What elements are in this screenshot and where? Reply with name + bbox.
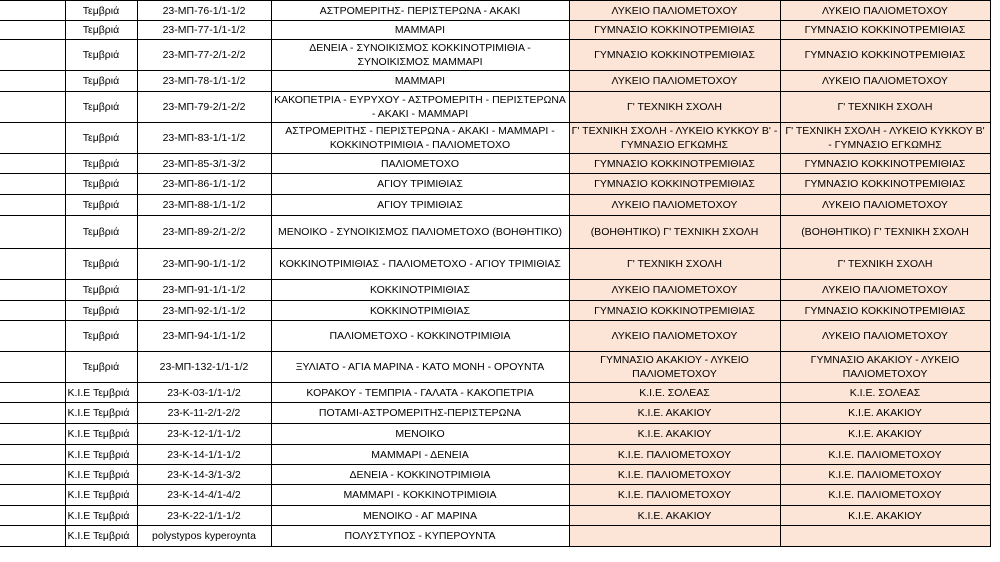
period-cell: Κ.Ι.Ε Τεμβριά — [65, 465, 137, 485]
route-stops-cell: ΑΣΤΡΟΜΕΡΙΤΗΣ- ΠΕΡΙΣΤΕΡΩΝΑ - ΑΚΑΚΙ — [271, 1, 569, 21]
route-code-cell: 23-ΜΠ-90-1/1-1/2 — [137, 249, 271, 280]
school-cell: ΓΥΜΝΑΣΙΟ ΚΟΚΚΙΝΟΤΡΕΜΙΘΙΑΣ — [569, 174, 780, 195]
school-cell-alt: ΓΥΜΝΑΣΙΟ ΚΟΚΚΙΝΟΤΡΕΜΙΘΙΑΣ — [780, 40, 990, 71]
route-code-cell: polystypos kyperoynta — [137, 526, 271, 547]
route-stops-cell: ΚΟΚΚΙΝΟΤΡΙΜΙΘΙΑΣ - ΠΑΛΙΟΜΕΤΟΧΟ - ΑΓΙΟΥ ΤΡΙΜΙΘΙΑΣ — [271, 249, 569, 280]
school-cell-alt: Κ.Ι.Ε. ΑΚΑΚΙΟΥ — [780, 403, 990, 424]
school-cell: Γ' ΤΕΧΝΙΚΗ ΣΧΟΛΗ — [569, 92, 780, 123]
table-row — [0, 445, 990, 465]
table-row — [0, 506, 990, 526]
route-stops-cell: ΔΕΝΕΙΑ - ΣΥΝΟΙΚΙΣΜΟΣ ΚΟΚΚΙΝΟΤΡΙΜΙΘΙΑ - ΣΥΝΟΙΚΙΣΜΟΣ ΜΑΜΜΑΡΙ — [271, 40, 569, 71]
blank-cell — [0, 352, 65, 383]
school-cell-alt: Κ.Ι.Ε. ΑΚΑΚΙΟΥ — [780, 506, 990, 526]
school-cell-alt: ΓΥΜΝΑΣΙΟ ΑΚΑΚΙΟΥ - ΛΥΚΕΙΟ ΠΑΛΙΟΜΕΤΟΧΟΥ — [780, 352, 990, 383]
school-cell: ΛΥΚΕΙΟ ΠΑΛΙΟΜΕΤΟΧΟΥ — [569, 280, 780, 301]
school-cell-alt: Κ.Ι.Ε. ΣΟΛΕΑΣ — [780, 383, 990, 403]
school-cell-alt: Γ' ΤΕΧΝΙΚΗ ΣΧΟΛΗ — [780, 249, 990, 280]
period-cell: Τεμβριά — [65, 301, 137, 321]
table-row — [0, 249, 990, 280]
route-stops-cell: ΜΑΜΜΑΡΙ - ΔΕΝΕΙΑ — [271, 445, 569, 465]
table-row — [0, 424, 990, 445]
blank-cell — [0, 383, 65, 403]
school-cell-alt: ΛΥΚΕΙΟ ΠΑΛΙΟΜΕΤΟΧΟΥ — [780, 195, 990, 216]
blank-cell — [0, 485, 65, 506]
route-stops-cell: ΚΑΚΟΠΕΤΡΙΑ - ΕΥΡΥΧΟΥ - ΑΣΤΡΟΜΕΡΙΤΗ - ΠΕΡΙΣΤΕΡΩΝΑ - ΑΚΑΚΙ - ΜΑΜΜΑΡΙ — [271, 92, 569, 123]
school-cell-alt: ΓΥΜΝΑΣΙΟ ΚΟΚΚΙΝΟΤΡΕΜΙΘΙΑΣ — [780, 154, 990, 174]
route-stops-cell: ΜΕΝΟΙΚΟ - ΣΥΝΟΙΚΙΣΜΟΣ ΠΑΛΙΟΜΕΤΟΧΟ (ΒΟΗΘΗΤΙΚΟ) — [271, 216, 569, 249]
school-cell: Κ.Ι.Ε. ΑΚΑΚΙΟΥ — [569, 403, 780, 424]
blank-cell — [0, 280, 65, 301]
route-code-cell: 23-ΜΠ-91-1/1-1/2 — [137, 280, 271, 301]
period-cell: Τεμβριά — [65, 40, 137, 71]
school-cell: ΛΥΚΕΙΟ ΠΑΛΙΟΜΕΤΟΧΟΥ — [569, 71, 780, 92]
route-code-cell: 23-Κ-03-1/1-1/2 — [137, 383, 271, 403]
table-row — [0, 21, 990, 40]
blank-cell — [0, 174, 65, 195]
route-stops-cell: ΑΣΤΡΟΜΕΡΙΤΗΣ - ΠΕΡΙΣΤΕΡΩΝΑ - ΑΚΑΚΙ - ΜΑΜΜΑΡΙ - ΚΟΚΚΙΝΟΤΡΙΜΙΘΙΑ - ΠΑΛΙΟΜΕΤΟΧΟ — [271, 123, 569, 154]
period-cell: Τεμβριά — [65, 352, 137, 383]
route-stops-cell: ΜΑΜΜΑΡΙ — [271, 71, 569, 92]
school-cell: Κ.Ι.Ε. ΑΚΑΚΙΟΥ — [569, 424, 780, 445]
route-code-cell: 23-ΜΠ-83-1/1-1/2 — [137, 123, 271, 154]
blank-cell — [0, 195, 65, 216]
blank-cell — [0, 216, 65, 249]
table-row — [0, 301, 990, 321]
school-cell-alt: Γ' ΤΕΧΝΙΚΗ ΣΧΟΛΗ — [780, 92, 990, 123]
route-stops-cell: ΑΓΙΟΥ ΤΡΙΜΙΘΙΑΣ — [271, 195, 569, 216]
route-code-cell: 23-Κ-11-2/1-2/2 — [137, 403, 271, 424]
table-row — [0, 195, 990, 216]
school-cell: Κ.Ι.Ε. ΠΑΛΙΟΜΕΤΟΧΟΥ — [569, 485, 780, 506]
table-row — [0, 216, 990, 249]
school-cell: ΛΥΚΕΙΟ ΠΑΛΙΟΜΕΤΟΧΟΥ — [569, 195, 780, 216]
period-cell: Κ.Ι.Ε Τεμβριά — [65, 403, 137, 424]
school-cell-alt: Κ.Ι.Ε. ΑΚΑΚΙΟΥ — [780, 424, 990, 445]
route-code-cell: 23-ΜΠ-92-1/1-1/2 — [137, 301, 271, 321]
school-cell: ΛΥΚΕΙΟ ΠΑΛΙΟΜΕΤΟΧΟΥ — [569, 321, 780, 352]
blank-cell — [0, 526, 65, 547]
route-code-cell: 23-ΜΠ-78-1/1-1/2 — [137, 71, 271, 92]
school-cell-alt: Κ.Ι.Ε. ΠΑΛΙΟΜΕΤΟΧΟΥ — [780, 485, 990, 506]
route-code-cell: 23-Κ-14-1/1-1/2 — [137, 445, 271, 465]
school-cell: ΓΥΜΝΑΣΙΟ ΚΟΚΚΙΝΟΤΡΕΜΙΘΙΑΣ — [569, 154, 780, 174]
period-cell: Κ.Ι.Ε Τεμβριά — [65, 424, 137, 445]
school-cell-alt: Κ.Ι.Ε. ΠΑΛΙΟΜΕΤΟΧΟΥ — [780, 445, 990, 465]
period-cell: Τεμβριά — [65, 92, 137, 123]
table-row — [0, 465, 990, 485]
school-cell-alt: ΛΥΚΕΙΟ ΠΑΛΙΟΜΕΤΟΧΟΥ — [780, 1, 990, 21]
school-cell-alt: Κ.Ι.Ε. ΠΑΛΙΟΜΕΤΟΧΟΥ — [780, 465, 990, 485]
school-cell — [569, 526, 780, 547]
period-cell: Τεμβριά — [65, 216, 137, 249]
route-stops-cell: ΜΑΜΜΑΡΙ — [271, 21, 569, 40]
route-stops-cell: ΠΑΛΙΟΜΕΤΟΧΟ - ΚΟΚΚΙΝΟΤΡΙΜΙΘΙΑ — [271, 321, 569, 352]
routes-table-body — [0, 1, 990, 547]
table-row — [0, 1, 990, 21]
period-cell: Τεμβριά — [65, 321, 137, 352]
school-cell-alt: ΓΥΜΝΑΣΙΟ ΚΟΚΚΙΝΟΤΡΕΜΙΘΙΑΣ — [780, 174, 990, 195]
blank-cell — [0, 445, 65, 465]
route-code-cell: 23-ΜΠ-94-1/1-1/2 — [137, 321, 271, 352]
table-row — [0, 352, 990, 383]
route-stops-cell: ΜΕΝΟΙΚΟ - ΑΓ ΜΑΡΙΝΑ — [271, 506, 569, 526]
route-code-cell: 23-Κ-14-4/1-4/2 — [137, 485, 271, 506]
school-cell-alt: ΛΥΚΕΙΟ ΠΑΛΙΟΜΕΤΟΧΟΥ — [780, 71, 990, 92]
school-cell-alt: ΓΥΜΝΑΣΙΟ ΚΟΚΚΙΝΟΤΡΕΜΙΘΙΑΣ — [780, 301, 990, 321]
table-row — [0, 403, 990, 424]
blank-cell — [0, 40, 65, 71]
blank-cell — [0, 301, 65, 321]
school-cell: ΛΥΚΕΙΟ ΠΑΛΙΟΜΕΤΟΧΟΥ — [569, 1, 780, 21]
school-cell: Γ' ΤΕΧΝΙΚΗ ΣΧΟΛΗ — [569, 249, 780, 280]
route-stops-cell: ΜΕΝΟΙΚΟ — [271, 424, 569, 445]
school-cell: Κ.Ι.Ε. ΑΚΑΚΙΟΥ — [569, 506, 780, 526]
route-code-cell: 23-ΜΠ-79-2/1-2/2 — [137, 92, 271, 123]
route-code-cell: 23-Κ-14-3/1-3/2 — [137, 465, 271, 485]
period-cell: Τεμβριά — [65, 123, 137, 154]
table-row — [0, 71, 990, 92]
period-cell: Κ.Ι.Ε Τεμβριά — [65, 526, 137, 547]
blank-cell — [0, 321, 65, 352]
school-cell: Κ.Ι.Ε. ΣΟΛΕΑΣ — [569, 383, 780, 403]
school-cell: ΓΥΜΝΑΣΙΟ ΑΚΑΚΙΟΥ - ΛΥΚΕΙΟ ΠΑΛΙΟΜΕΤΟΧΟΥ — [569, 352, 780, 383]
school-cell: (ΒΟΗΘΗΤΙΚΟ) Γ' ΤΕΧΝΙΚΗ ΣΧΟΛΗ — [569, 216, 780, 249]
blank-cell — [0, 92, 65, 123]
period-cell: Τεμβριά — [65, 249, 137, 280]
blank-cell — [0, 71, 65, 92]
school-cell-alt — [780, 526, 990, 547]
table-row — [0, 321, 990, 352]
school-cell-alt: ΛΥΚΕΙΟ ΠΑΛΙΟΜΕΤΟΧΟΥ — [780, 280, 990, 301]
route-code-cell: 23-ΜΠ-85-3/1-3/2 — [137, 154, 271, 174]
route-code-cell: 23-ΜΠ-77-2/1-2/2 — [137, 40, 271, 71]
blank-cell — [0, 1, 65, 21]
period-cell: Τεμβριά — [65, 174, 137, 195]
period-cell: Τεμβριά — [65, 195, 137, 216]
route-stops-cell: ΜΑΜΜΑΡΙ - ΚΟΚΚΙΝΟΤΡΙΜΙΘΙΑ — [271, 485, 569, 506]
school-cell-alt: ΓΥΜΝΑΣΙΟ ΚΟΚΚΙΝΟΤΡΕΜΙΘΙΑΣ — [780, 21, 990, 40]
route-stops-cell: ΚΟΡΑΚΟΥ - ΤΕΜΠΡΙΑ - ΓΑΛΑΤΑ - ΚΑΚΟΠΕΤΡΙΑ — [271, 383, 569, 403]
school-cell: Κ.Ι.Ε. ΠΑΛΙΟΜΕΤΟΧΟΥ — [569, 465, 780, 485]
blank-cell — [0, 123, 65, 154]
route-stops-cell: ΞΥΛΙΑΤΟ - ΑΓΙΑ ΜΑΡΙΝΑ - ΚΑΤΟ ΜΟΝΗ - ΟΡΟΥΝΤΑ — [271, 352, 569, 383]
school-cell-alt: ΛΥΚΕΙΟ ΠΑΛΙΟΜΕΤΟΧΟΥ — [780, 321, 990, 352]
period-cell: Τεμβριά — [65, 71, 137, 92]
blank-cell — [0, 465, 65, 485]
table-row — [0, 526, 990, 547]
route-stops-cell: ΔΕΝΕΙΑ - ΚΟΚΚΙΝΟΤΡΙΜΙΘΙΑ — [271, 465, 569, 485]
period-cell: Κ.Ι.Ε Τεμβριά — [65, 383, 137, 403]
route-code-cell: 23-ΜΠ-132-1/1-1/2 — [137, 352, 271, 383]
route-stops-cell: ΠΟΤΑΜΙ-ΑΣΤΡΟΜΕΡΙΤΗΣ-ΠΕΡΙΣΤΕΡΩΝΑ — [271, 403, 569, 424]
period-cell: Κ.Ι.Ε Τεμβριά — [65, 485, 137, 506]
blank-cell — [0, 21, 65, 40]
school-cell: Κ.Ι.Ε. ΠΑΛΙΟΜΕΤΟΧΟΥ — [569, 445, 780, 465]
blank-cell — [0, 506, 65, 526]
table-row — [0, 154, 990, 174]
school-cell: ΓΥΜΝΑΣΙΟ ΚΟΚΚΙΝΟΤΡΕΜΙΘΙΑΣ — [569, 21, 780, 40]
route-stops-cell: ΠΑΛΙΟΜΕΤΟΧΟ — [271, 154, 569, 174]
school-cell-alt: Γ' ΤΕΧΝΙΚΗ ΣΧΟΛΗ - ΛΥΚΕΙΟ ΚΥΚΚΟΥ Β' - ΓΥΜΝΑΣΙΟ ΕΓΚΩΜΗΣ — [780, 123, 990, 154]
table-row — [0, 123, 990, 154]
route-stops-cell: ΚΟΚΚΙΝΟΤΡΙΜΙΘΙΑΣ — [271, 280, 569, 301]
table-row — [0, 383, 990, 403]
route-code-cell: 23-ΜΠ-77-1/1-1/2 — [137, 21, 271, 40]
route-code-cell: 23-ΜΠ-86-1/1-1/2 — [137, 174, 271, 195]
route-code-cell: 23-ΜΠ-88-1/1-1/2 — [137, 195, 271, 216]
table-row — [0, 40, 990, 71]
table-row — [0, 174, 990, 195]
table-row — [0, 280, 990, 301]
table-row — [0, 485, 990, 506]
period-cell: Τεμβριά — [65, 21, 137, 40]
blank-cell — [0, 424, 65, 445]
school-cell: ΓΥΜΝΑΣΙΟ ΚΟΚΚΙΝΟΤΡΕΜΙΘΙΑΣ — [569, 301, 780, 321]
period-cell: Τεμβριά — [65, 154, 137, 174]
route-code-cell: 23-Κ-12-1/1-1/2 — [137, 424, 271, 445]
route-stops-cell: ΑΓΙΟΥ ΤΡΙΜΙΘΙΑΣ — [271, 174, 569, 195]
school-cell-alt: (ΒΟΗΘΗΤΙΚΟ) Γ' ΤΕΧΝΙΚΗ ΣΧΟΛΗ — [780, 216, 990, 249]
table-row — [0, 92, 990, 123]
route-stops-cell: ΚΟΚΚΙΝΟΤΡΙΜΙΘΙΑΣ — [271, 301, 569, 321]
route-stops-cell: ΠΟΛΥΣΤΥΠΟΣ - ΚΥΠΕΡΟΥΝΤΑ — [271, 526, 569, 547]
blank-cell — [0, 154, 65, 174]
period-cell: Κ.Ι.Ε Τεμβριά — [65, 445, 137, 465]
blank-cell — [0, 249, 65, 280]
route-code-cell: 23-Κ-22-1/1-1/2 — [137, 506, 271, 526]
period-cell: Κ.Ι.Ε Τεμβριά — [65, 506, 137, 526]
school-cell: ΓΥΜΝΑΣΙΟ ΚΟΚΚΙΝΟΤΡΕΜΙΘΙΑΣ — [569, 40, 780, 71]
school-cell: Γ' ΤΕΧΝΙΚΗ ΣΧΟΛΗ - ΛΥΚΕΙΟ ΚΥΚΚΟΥ Β' - ΓΥΜΝΑΣΙΟ ΕΓΚΩΜΗΣ — [569, 123, 780, 154]
period-cell: Τεμβριά — [65, 1, 137, 21]
route-code-cell: 23-ΜΠ-89-2/1-2/2 — [137, 216, 271, 249]
blank-cell — [0, 403, 65, 424]
route-code-cell: 23-ΜΠ-76-1/1-1/2 — [137, 1, 271, 21]
period-cell: Τεμβριά — [65, 280, 137, 301]
